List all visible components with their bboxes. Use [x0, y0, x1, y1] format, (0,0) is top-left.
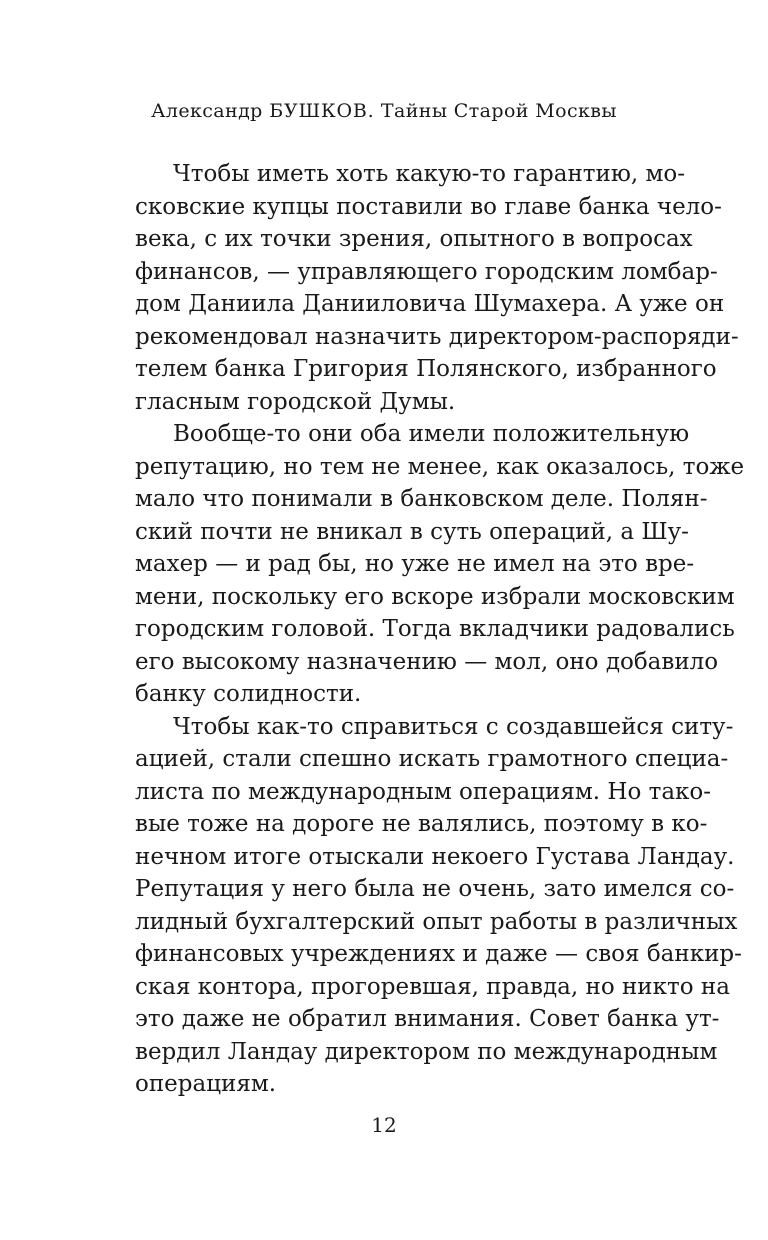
text-line: рекомендовал назначить директором-распоряди-	[135, 323, 739, 350]
text-line: это даже не обратил внимания. Совет банка ут-	[135, 1006, 720, 1032]
text-line: гласным городской Думы.	[135, 388, 456, 415]
text-line: ацией, стали спешно искать грамотного специа-	[135, 746, 729, 772]
text-line: дом Даниила Данииловича Шумахера. А уже он	[135, 291, 725, 317]
text-line: финансовых учреждениях и даже — своя банкир-	[135, 941, 742, 967]
text-line: финансов, — управляющего городским ломбар-	[135, 258, 718, 285]
running-head-title: Тайны Старой Москвы	[380, 100, 617, 122]
text-line: Чтобы иметь хоть какую-то гарантию, мо-	[173, 161, 685, 187]
text-line: ский почти не вникал в суть операций, а Шу-	[135, 518, 689, 545]
running-head-author-first: Александр	[151, 100, 263, 122]
text-line: мало что понимали в банковском деле. Полян-	[135, 486, 708, 512]
paragraph-3	[135, 711, 742, 1101]
text-line: городским головой. Тогда вкладчики радовались	[135, 616, 735, 642]
text-line: сковские купцы поставили во главе банка чело-	[135, 193, 722, 220]
text-line: мени, поскольку его вскоре избрали московским	[135, 583, 735, 610]
text-line: Чтобы как-то справиться с создавшейся ситу-	[173, 713, 734, 740]
text-line: операциям.	[135, 1071, 277, 1097]
text-line: Репутация у него была не очень, зато имелся со-	[135, 876, 735, 902]
text-line: ская контора, прогоревшая, правда, но никто на	[135, 973, 730, 1000]
text-line: репутацию, но тем не менее, как оказалось, тоже	[135, 453, 745, 480]
running-head-author-last: БУШКОВ.	[269, 100, 375, 122]
text-line: листа по международным операциям. Но тако-	[135, 778, 712, 805]
text-line: Вообще-то они оба имели положительную	[173, 421, 690, 447]
text-line: вые тоже на дороге не валялись, поэтому в ко-	[135, 811, 708, 837]
text-line: вердил Ландау директором по международным	[135, 1038, 718, 1065]
running-head	[0, 100, 768, 122]
text-line: нечном итоге отыскали некоего Густава Ландау.	[135, 843, 735, 870]
paragraph-1	[135, 158, 739, 418]
text-line: века, с их точки зрения, опытного в вопросах	[135, 226, 693, 252]
page-number: 12	[371, 1113, 397, 1137]
text-line: банку солидности.	[135, 681, 362, 707]
text-line: лидный бухгалтерский опыт работы в различных	[135, 908, 738, 935]
text-line: махер — и рад бы, но уже не имел на это вре-	[135, 551, 695, 577]
text-line: телем банка Григория Полянского, избранного	[135, 356, 717, 382]
paragraph-2	[135, 418, 745, 711]
body-text	[135, 158, 745, 1101]
text-line: его высокому назначению — мол, оно добавило	[135, 648, 719, 675]
